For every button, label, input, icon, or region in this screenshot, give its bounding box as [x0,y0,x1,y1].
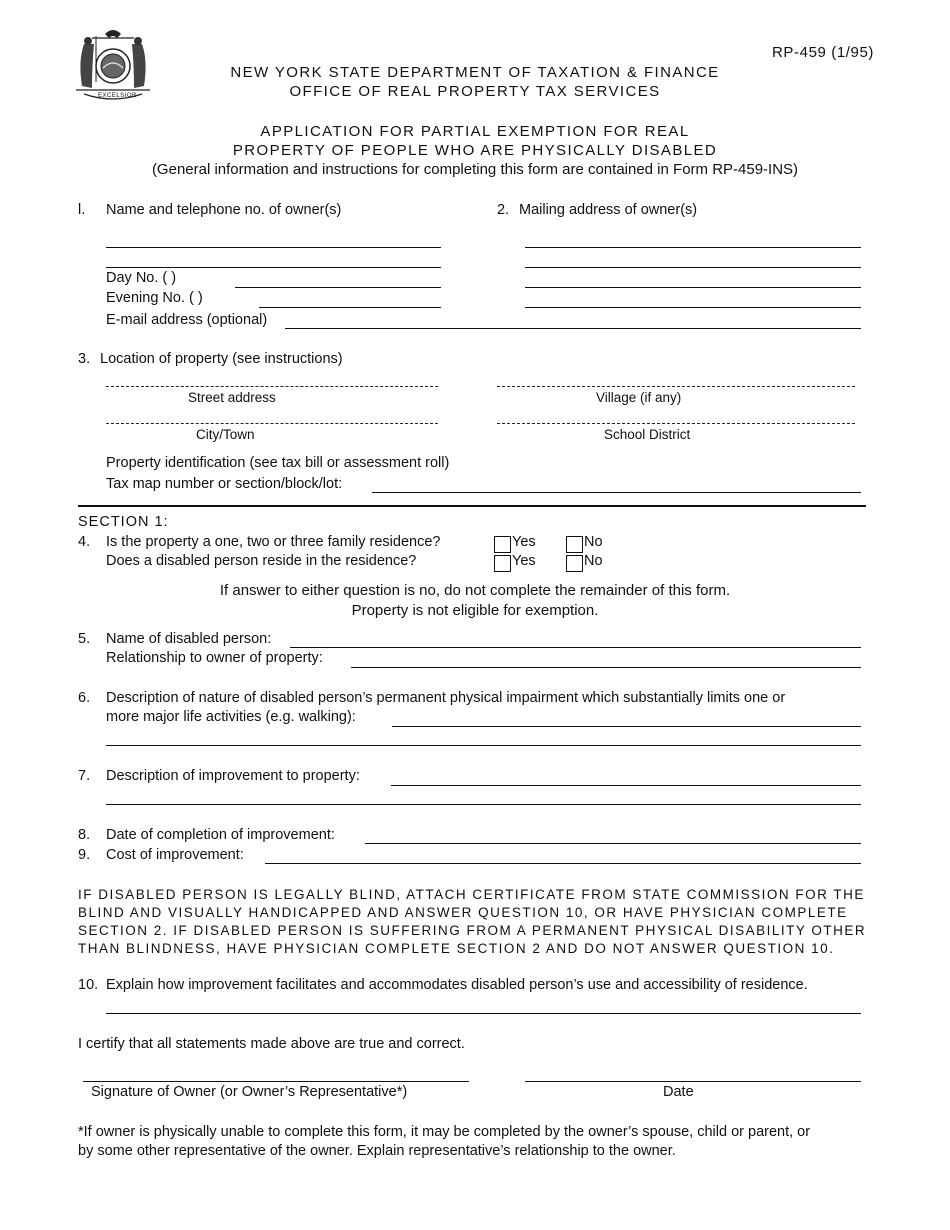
q4b-no-label: No [584,553,603,569]
form-title-line-2: PROPERTY OF PEOPLE WHO ARE PHYSICALLY DISABLED [232,142,718,159]
q7-number: 7. [78,768,91,784]
q2-label: Mailing address of owner(s) [519,202,698,218]
street-address-field[interactable] [106,386,438,387]
q10-number: 10. [78,977,99,993]
section-divider [78,505,866,507]
school-district-caption: School District [604,427,691,442]
form-title-line-1: APPLICATION FOR PARTIAL EXEMPTION FOR REAL [260,123,690,140]
cost-field[interactable] [265,863,861,864]
q6-number: 6. [78,690,91,706]
q3-number: 3. [78,351,91,367]
village-caption: Village (if any) [596,390,682,405]
form-number: RP-459 (1/95) [772,44,875,61]
city-town-caption: City/Town [196,427,255,442]
certification-statement: I certify that all statements made above are true and correct. [78,1036,465,1052]
q4-number: 4. [78,534,91,550]
mailing-address-field-3[interactable] [525,287,861,288]
date-caption: Date [663,1084,694,1100]
blind-notice-line-4: THAN BLINDNESS, HAVE PHYSICIAN COMPLETE SECTION 2 AND DO NOT ANSWER QUESTION 10. [78,941,835,956]
village-field[interactable] [497,386,855,387]
mailing-address-field-1[interactable] [525,247,861,248]
mailing-address-field-2[interactable] [525,267,861,268]
footnote-line-2: by some other representative of the owner. Explain representative’s relationship to the owner. [78,1143,676,1159]
mailing-address-field-4[interactable] [525,307,861,308]
q10-label: Explain how improvement facilitates and accommodates disabled person’s use and accessibility of residence. [106,977,808,993]
q4a-yes-label: Yes [512,534,536,550]
impairment-description-field-2[interactable] [106,745,861,746]
city-town-field[interactable] [106,423,438,424]
seal-motto: EXCELSIOR [98,93,137,99]
q4a-no-label: No [584,534,603,550]
accessibility-explanation-field[interactable] [106,1013,861,1014]
q1-label: Name and telephone no. of owner(s) [106,202,342,218]
evening-phone-label: Evening No. ( ) [106,290,203,306]
ineligible-notice-line-2: Property is not eligible for exemption. [351,602,599,619]
owner-name-field[interactable] [106,247,441,248]
email-label: E-mail address (optional) [106,312,268,328]
date-field[interactable] [525,1081,861,1082]
improvement-description-label: Description of improvement to property: [106,768,360,784]
blind-notice-line-1: IF DISABLED PERSON IS LEGALLY BLIND, ATTACH CERTIFICATE FROM STATE COMMISSION FOR THE [78,887,865,902]
email-field[interactable] [285,328,861,329]
disabled-person-name-field[interactable] [290,647,861,648]
q4b-yes-label: Yes [512,553,536,569]
signature-caption: Signature of Owner (or Owner’s Representative*) [91,1084,408,1100]
q4a-no-checkbox[interactable] [566,536,583,553]
agency-line-1: NEW YORK STATE DEPARTMENT OF TAXATION & FINANCE [230,64,720,81]
q4b-no-checkbox[interactable] [566,555,583,572]
tax-map-label: Tax map number or section/block/lot: [106,476,343,492]
completion-date-label: Date of completion of improvement: [106,827,335,843]
footnote-line-1: *If owner is physically unable to complete this form, it may be completed by the owner’s spouse, child or parent, or [78,1124,811,1140]
school-district-field[interactable] [497,423,855,424]
q9-number: 9. [78,847,91,863]
evening-phone-field[interactable] [259,307,441,308]
form-title-line-3: (General information and instructions for completing this form are contained in Form RP-459-INS) [151,161,799,178]
q4a-label: Is the property a one, two or three family residence? [106,534,441,550]
q6-label-line-1: Description of nature of disabled person’s permanent physical impairment which substantially limits one or [106,690,786,706]
q3-label: Location of property (see instructions) [100,351,343,367]
tax-map-field[interactable] [372,492,861,493]
disabled-person-name-label: Name of disabled person: [106,631,272,647]
property-id-label: Property identification (see tax bill or assessment roll) [106,455,450,471]
section1-heading: SECTION 1: [78,514,169,530]
q4b-yes-checkbox[interactable] [494,555,511,572]
signature-field[interactable] [83,1081,469,1082]
q1-number: l. [78,202,86,218]
q8-number: 8. [78,827,91,843]
impairment-description-field-1[interactable] [392,726,861,727]
q4a-yes-checkbox[interactable] [494,536,511,553]
street-address-caption: Street address [188,390,276,405]
ineligible-notice-line-1: If answer to either question is no, do not complete the remainder of this form. [219,582,731,599]
agency-line-2: OFFICE OF REAL PROPERTY TAX SERVICES [289,83,661,100]
improvement-description-field-2[interactable] [106,804,861,805]
completion-date-field[interactable] [365,843,861,844]
q5-number: 5. [78,631,91,647]
relationship-field[interactable] [351,667,861,668]
blind-notice-line-3: SECTION 2. IF DISABLED PERSON IS SUFFERING FROM A PERMANENT PHYSICAL DISABILITY OTHER [78,923,867,938]
relationship-label: Relationship to owner of property: [106,650,323,666]
q6-label-line-2: more major life activities (e.g. walking): [106,709,356,725]
day-phone-label: Day No. ( ) [106,270,177,286]
owner-name-field-2[interactable] [106,267,441,268]
cost-label: Cost of improvement: [106,847,244,863]
day-phone-field[interactable] [235,287,441,288]
q4b-label: Does a disabled person reside in the residence? [106,553,417,569]
blind-notice-line-2: BLIND AND VISUALLY HANDICAPPED AND ANSWER QUESTION 10, OR HAVE PHYSICIAN COMPLETE [78,905,848,920]
q2-number: 2. [497,202,510,218]
improvement-description-field-1[interactable] [391,785,861,786]
